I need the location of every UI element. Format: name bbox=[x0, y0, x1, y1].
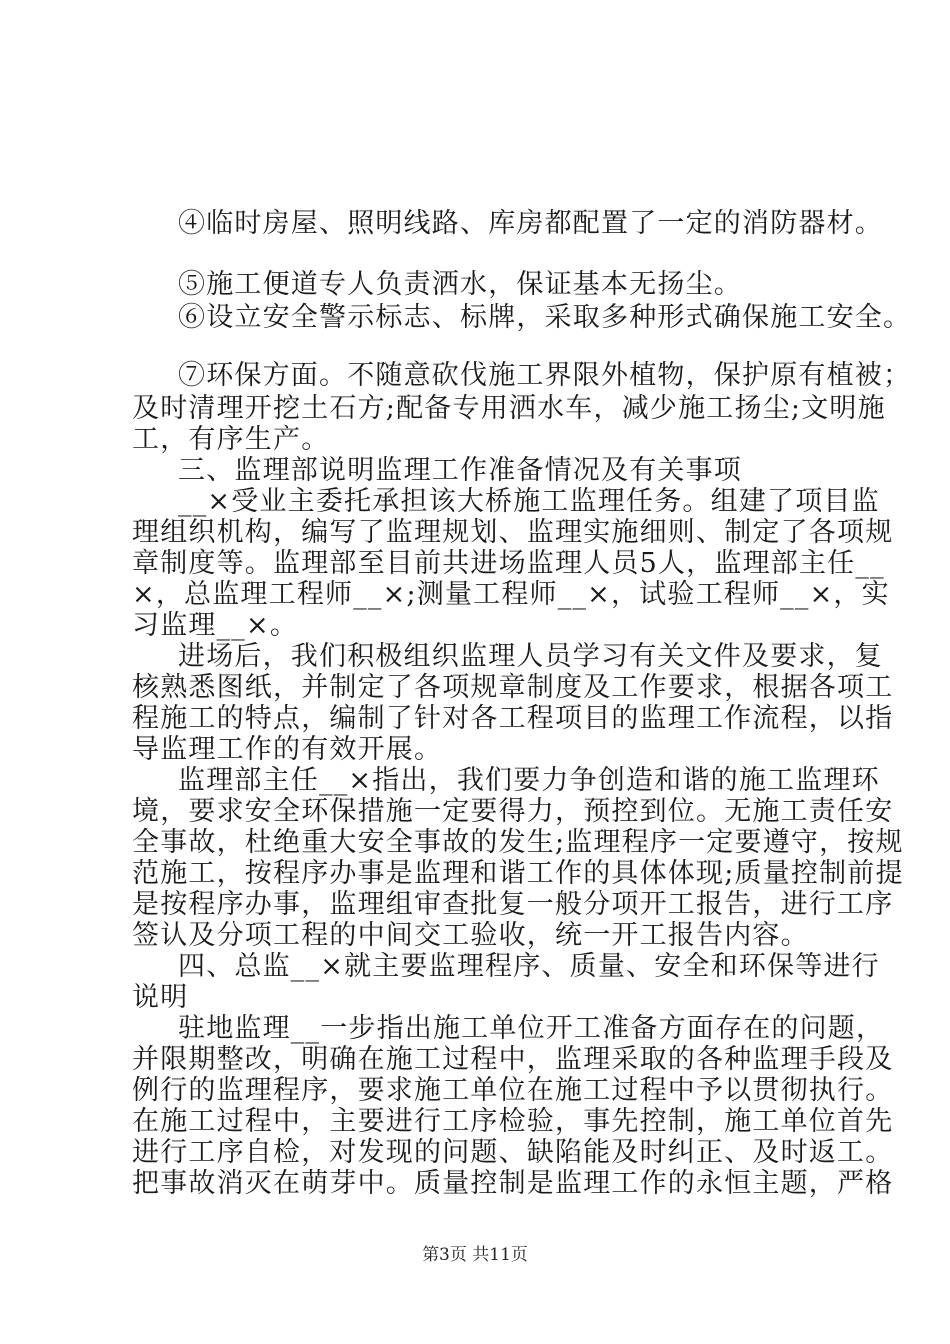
section-heading: 三、监理部说明监理工作准备情况及有关事项 bbox=[178, 455, 742, 486]
text-line: 监理部主任__×指出，我们要力争创造和谐的施工监理环 bbox=[178, 765, 880, 796]
section-heading: 四、总监__×就主要监理程序、质量、安全和环保等进行 bbox=[178, 951, 880, 982]
text-line: 习监理__×。 bbox=[132, 610, 299, 641]
page-number: 第3页 共11页 bbox=[422, 1245, 528, 1265]
text-line: 理组织机构，编写了监理规划、监理实施细则、制定了各项规 bbox=[132, 517, 894, 548]
text-line: 进场后，我们积极组织监理人员学习有关文件及要求，复 bbox=[178, 641, 883, 672]
text-line: ×，总监理工程师__×;测量工程师__×，试验工程师__×，实 bbox=[132, 579, 890, 610]
text-line: 全事故，杜绝重大安全事故的发生;监理程序一定要遵守，按规 bbox=[132, 827, 904, 858]
text-line: 境，要求安全环保措施一定要得力，预控到位。无施工责任安 bbox=[132, 796, 894, 827]
text-line: 是按程序办事，监理组审查批复一般分项开工报告，进行工序 bbox=[132, 889, 894, 920]
text-line: ⑤施工便道专人负责洒水，保证基本无扬尘。 bbox=[178, 269, 742, 300]
text-line: 进行工序自检，对发现的问题、缺陷能及时纠正、及时返工。 bbox=[132, 1137, 894, 1168]
text-line: 签认及分项工程的中间交工验收，统一开工报告内容。 bbox=[132, 920, 809, 951]
text-line: 工，有序生产。 bbox=[132, 424, 330, 455]
text-line: 并限期整改，明确在施工过程中，监理采取的各种监理手段及 bbox=[132, 1044, 894, 1075]
text-line: 例行的监理程序，要求施工单位在施工过程中予以贯彻执行。 bbox=[132, 1075, 894, 1106]
text-line: 驻地监理__一步指出施工单位开工准备方面存在的问题， bbox=[178, 1013, 885, 1044]
text-line: ④临时房屋、照明线路、库房都配置了一定的消防器材。 bbox=[178, 208, 883, 239]
text-line: ⑥设立安全警示标志、标牌，采取多种形式确保施工安全。 bbox=[178, 302, 912, 333]
text-line: __×受业主委托承担该大桥施工监理任务。组建了项目监 bbox=[178, 486, 880, 517]
text-line: 章制度等。监理部至目前共进场监理人员5人，监理部主任__ bbox=[132, 548, 885, 579]
text-line: 及时清理开挖土石方;配备专用洒水车，减少施工扬尘;文明施 bbox=[132, 393, 886, 424]
text-line: ⑦环保方面。不随意砍伐施工界限外植物，保护原有植被； bbox=[178, 360, 912, 391]
text-line: 范施工，按程序办事是监理和谐工作的具体体现;质量控制前提 bbox=[132, 858, 904, 889]
text-line: 导监理工作的有效开展。 bbox=[132, 734, 443, 765]
section-heading: 说明 bbox=[132, 982, 189, 1013]
text-line: 核熟悉图纸，并制定了各项规章制度及工作要求，根据各项工 bbox=[132, 672, 894, 703]
text-line: 在施工过程中，主要进行工序检验，事先控制，施工单位首先 bbox=[132, 1106, 894, 1137]
text-line: 把事故消灭在萌芽中。质量控制是监理工作的永恒主题，严格 bbox=[132, 1168, 894, 1199]
text-line: 程施工的特点，编制了针对各工程项目的监理工作流程，以指 bbox=[132, 703, 894, 734]
